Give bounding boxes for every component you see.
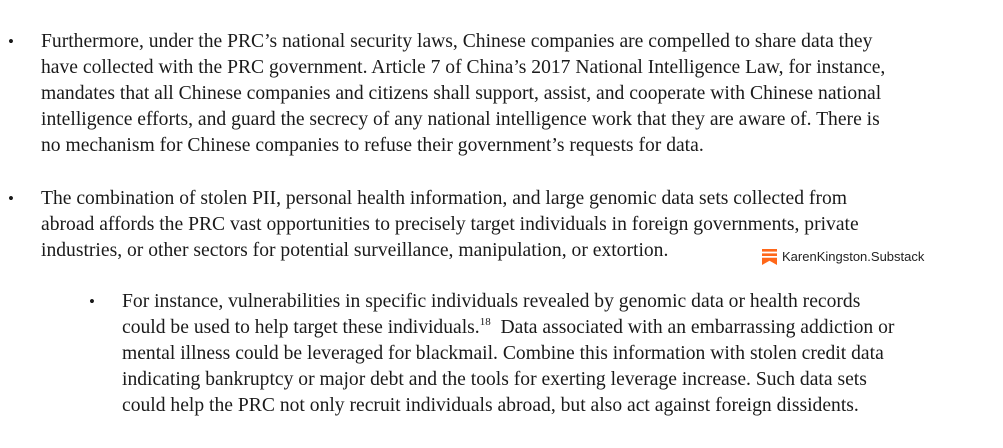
text-segment: Data associated with an embarrassing addiction or [490,317,895,338]
text-line: have collected with the PRC government. Article 7 of China’s 2017 National Intelligence Law, for instance, [41,57,886,78]
text-line: no mechanism for Chinese companies to refuse their government’s requests for data. [41,135,704,156]
text-line: The combination of stolen PII, personal health information, and large genomic data sets collected from [41,188,848,209]
bullet-marker: • [8,32,14,51]
bullet-text-1 [41,29,885,159]
bullet-text-2 [41,186,859,264]
text-line: intelligence efforts, and guard the secrecy of any national intelligence work that they are aware of. There is [41,109,880,130]
watermark-text: KarenKingston.Substack [782,249,925,264]
sub-bullet-text [122,289,894,419]
text-line: industries, or other sectors for potential surveillance, manipulation, or extortion. [41,240,669,261]
substack-watermark [762,247,924,267]
text-line [122,315,894,341]
substack-logo-icon [762,249,777,265]
text-line: indicating bankruptcy or major debt and the tools for exerting leverage increase. Such data sets [122,369,867,390]
bullet-marker: • [8,189,14,208]
text-line: mandates that all Chinese companies and citizens shall support, assist, and cooperate with Chinese national [41,83,882,104]
footnote-reference[interactable]: 18 [479,316,491,328]
text-line: abroad affords the PRC vast opportunities to precisely target individuals in foreign governments, private [41,214,859,235]
text-line: could help the PRC not only recruit individuals abroad, but also act against foreign dissidents. [122,395,859,416]
text-segment: could be used to help target these individuals. [122,317,480,338]
bullet-marker: • [89,292,95,311]
text-line: mental illness could be leveraged for blackmail. Combine this information with stolen credit data [122,343,884,364]
text-line: Furthermore, under the PRC’s national security laws, Chinese companies are compelled to share data they [41,31,873,52]
text-line: For instance, vulnerabilities in specific individuals revealed by genomic data or health records [122,291,861,312]
